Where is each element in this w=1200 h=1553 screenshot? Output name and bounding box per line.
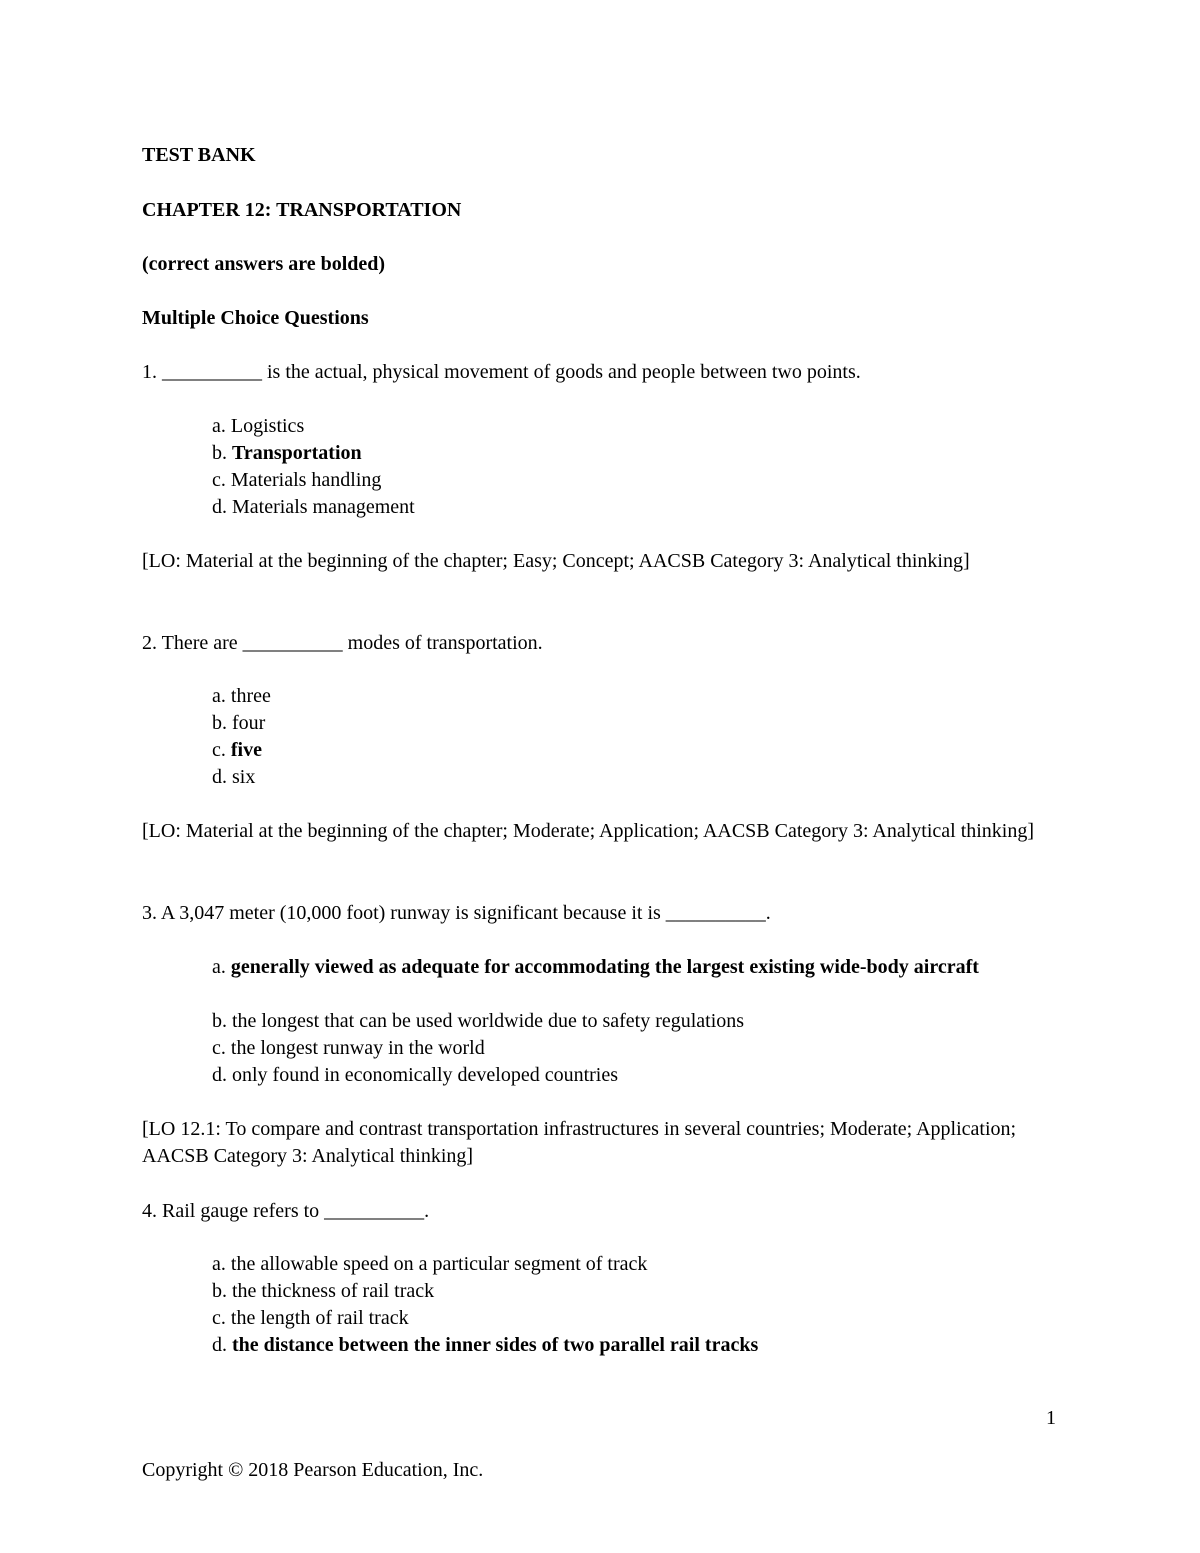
question-3-option-d — [212, 1062, 618, 1088]
question-4-option-b — [212, 1278, 434, 1304]
option-letter: d. — [212, 1064, 227, 1086]
question-1-option-b — [212, 440, 362, 466]
question-2-learning-objective: [LO: Material at the beginning of the chapter; Moderate; Application; AACSB Category 3: Analytical thinking] — [142, 820, 1035, 842]
section-heading: Multiple Choice Questions — [142, 307, 369, 329]
option-text-correct: Transportation — [232, 442, 362, 464]
question-3-learning-objective: [LO 12.1: To compare and contrast transportation infrastructures in several countries; Moderate; Application; AACSB Category 3: Analytical thinking] — [142, 1118, 1017, 1167]
question-3-option-b — [212, 1008, 744, 1034]
option-text: Logistics — [230, 415, 305, 437]
option-text-correct: generally viewed as adequate for accommodating the largest existing wide-body aircraft — [230, 956, 979, 978]
answer-note: (correct answers are bolded) — [142, 253, 386, 275]
option-letter: d. — [212, 1334, 227, 1356]
option-text: the length of rail track — [230, 1307, 409, 1329]
option-letter: d. — [212, 496, 227, 518]
question-4-option-d — [212, 1332, 758, 1358]
chapter-title: CHAPTER 12: TRANSPORTATION — [142, 199, 462, 221]
question-2-option-c — [212, 737, 262, 763]
option-letter: a. — [212, 415, 226, 437]
question-1-option-d — [212, 494, 415, 520]
question-4-option-a — [212, 1251, 647, 1277]
question-1-prompt: 1. __________ is the actual, physical movement of goods and people between two points. — [142, 361, 861, 383]
option-letter: c. — [212, 469, 226, 491]
option-text: three — [230, 685, 271, 707]
option-text: Materials management — [232, 496, 415, 518]
question-2-option-b — [212, 710, 265, 736]
option-letter: d. — [212, 766, 227, 788]
option-text: Materials handling — [230, 469, 382, 491]
option-letter: a. — [212, 1253, 226, 1275]
question-3-option-a — [142, 954, 1062, 981]
option-text-correct: five — [230, 739, 262, 761]
option-letter: b. — [212, 1010, 227, 1032]
document-title: TEST BANK — [142, 144, 256, 166]
question-4-option-c — [212, 1305, 409, 1331]
option-text: the longest that can be used worldwide due to safety regulations — [232, 1010, 745, 1032]
option-letter: a. — [212, 956, 226, 978]
option-letter: c. — [212, 1037, 226, 1059]
option-letter: c. — [212, 739, 226, 761]
option-text: the thickness of rail track — [232, 1280, 435, 1302]
option-letter: b. — [212, 442, 227, 464]
option-letter: b. — [212, 1280, 227, 1302]
page-number: 1 — [1046, 1407, 1056, 1429]
question-1-learning-objective: [LO: Material at the beginning of the chapter; Easy; Concept; AACSB Category 3: Analytical thinking] — [142, 550, 970, 572]
option-letter: a. — [212, 685, 226, 707]
option-text: the longest runway in the world — [230, 1037, 485, 1059]
option-text: four — [232, 712, 266, 734]
option-text: the allowable speed on a particular segment of track — [230, 1253, 648, 1275]
question-3-prompt: 3. A 3,047 meter (10,000 foot) runway is significant because it is __________. — [142, 902, 771, 924]
question-1-option-c — [212, 467, 381, 493]
option-text: only found in economically developed countries — [232, 1064, 619, 1086]
question-3-option-c — [212, 1035, 485, 1061]
question-4-prompt: 4. Rail gauge refers to __________. — [142, 1200, 430, 1222]
option-letter: c. — [212, 1307, 226, 1329]
question-1-option-a — [212, 413, 304, 439]
option-letter: b. — [212, 712, 227, 734]
question-2-option-a — [212, 683, 271, 709]
question-2-prompt: 2. There are __________ modes of transportation. — [142, 632, 543, 654]
copyright-footer: Copyright © 2018 Pearson Education, Inc. — [142, 1459, 484, 1481]
question-2-option-d — [212, 764, 255, 790]
option-text: six — [232, 766, 256, 788]
option-text-correct: the distance between the inner sides of two parallel rail tracks — [232, 1334, 759, 1356]
